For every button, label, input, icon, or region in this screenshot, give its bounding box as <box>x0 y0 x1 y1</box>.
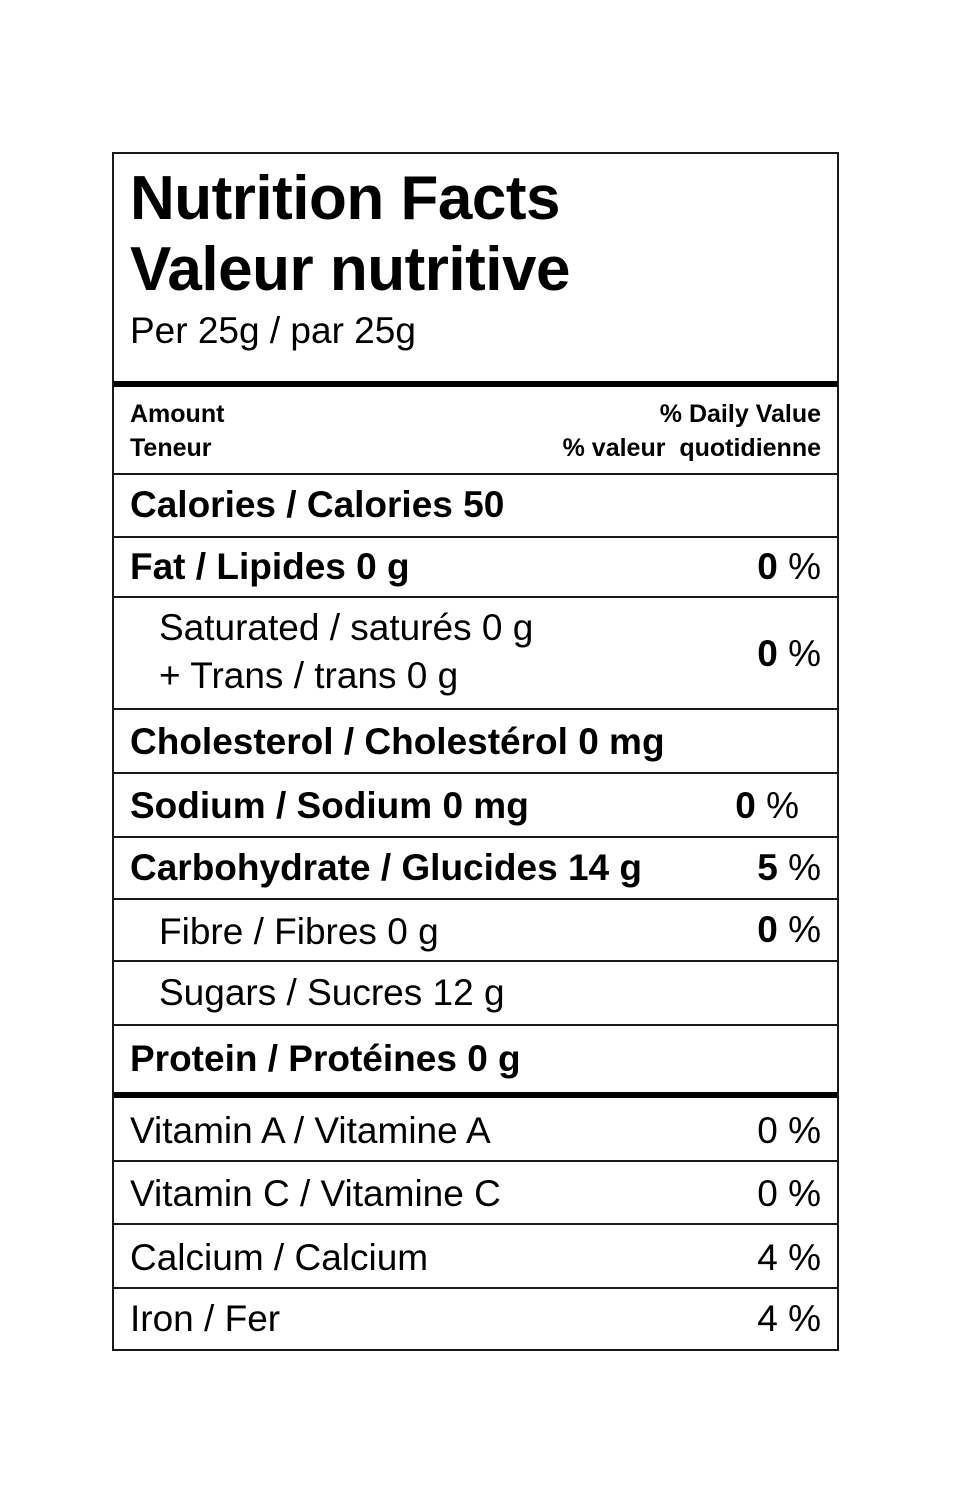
fat-label: Fat / Lipides 0 g <box>130 546 410 587</box>
protein-label: Protein / Protéines 0 g <box>130 1038 521 1079</box>
saturated-trans-daily-value: 0 % <box>757 633 821 674</box>
calories-label: Calories / Calories 50 <box>130 484 505 525</box>
calcium-row <box>114 1225 837 1289</box>
sodium-daily-value: 0 % <box>735 785 799 826</box>
carbohydrate-daily-value: 5 % <box>757 847 821 888</box>
sugars-row <box>114 962 837 1026</box>
daily-value-header-fr: % valeur quotidienne <box>562 434 821 462</box>
amount-header-en: Amount <box>130 400 225 428</box>
iron-row <box>114 1289 837 1349</box>
fibre-daily-value: 0 % <box>757 909 821 950</box>
fat-daily-value: 0 % <box>757 546 821 587</box>
protein-row <box>114 1026 837 1098</box>
sodium-label: Sodium / Sodium 0 mg <box>130 785 529 826</box>
saturated-trans-row <box>114 598 837 710</box>
nutrition-facts-label <box>112 152 839 1351</box>
label-header <box>114 154 837 387</box>
serving-size: Per 25g / par 25g <box>130 310 416 351</box>
fat-row <box>114 538 837 598</box>
column-headers <box>114 387 837 475</box>
cholesterol-row <box>114 710 837 774</box>
sodium-row <box>114 774 837 838</box>
calcium-label: Calcium / Calcium <box>130 1237 429 1278</box>
sugars-label: Sugars / Sucres 12 g <box>159 972 505 1013</box>
calcium-daily-value: 4 % <box>757 1237 821 1278</box>
vitamin-c-row <box>114 1162 837 1225</box>
fibre-label: Fibre / Fibres 0 g <box>159 911 439 952</box>
daily-value-header-en: % Daily Value <box>659 400 821 428</box>
vitamin-a-daily-value: 0 % <box>757 1110 821 1151</box>
vitamin-a-row <box>114 1098 837 1162</box>
saturated-label: Saturated / saturés 0 g <box>159 607 534 648</box>
vitamin-c-daily-value: 0 % <box>757 1173 821 1214</box>
iron-label: Iron / Fer <box>130 1298 281 1339</box>
trans-label: + Trans / trans 0 g <box>159 655 459 696</box>
calories-row <box>114 475 837 538</box>
title-english: Nutrition Facts <box>130 164 560 233</box>
carbohydrate-row <box>114 838 837 900</box>
fibre-row <box>114 900 837 962</box>
vitamin-a-label: Vitamin A / Vitamine A <box>130 1110 491 1151</box>
title-french: Valeur nutritive <box>130 235 570 304</box>
amount-header-fr: Teneur <box>130 434 212 462</box>
vitamin-c-label: Vitamin C / Vitamine C <box>130 1173 501 1214</box>
carbohydrate-label: Carbohydrate / Glucides 14 g <box>130 847 642 888</box>
iron-daily-value: 4 % <box>757 1298 821 1339</box>
cholesterol-label: Cholesterol / Cholestérol 0 mg <box>130 721 665 762</box>
